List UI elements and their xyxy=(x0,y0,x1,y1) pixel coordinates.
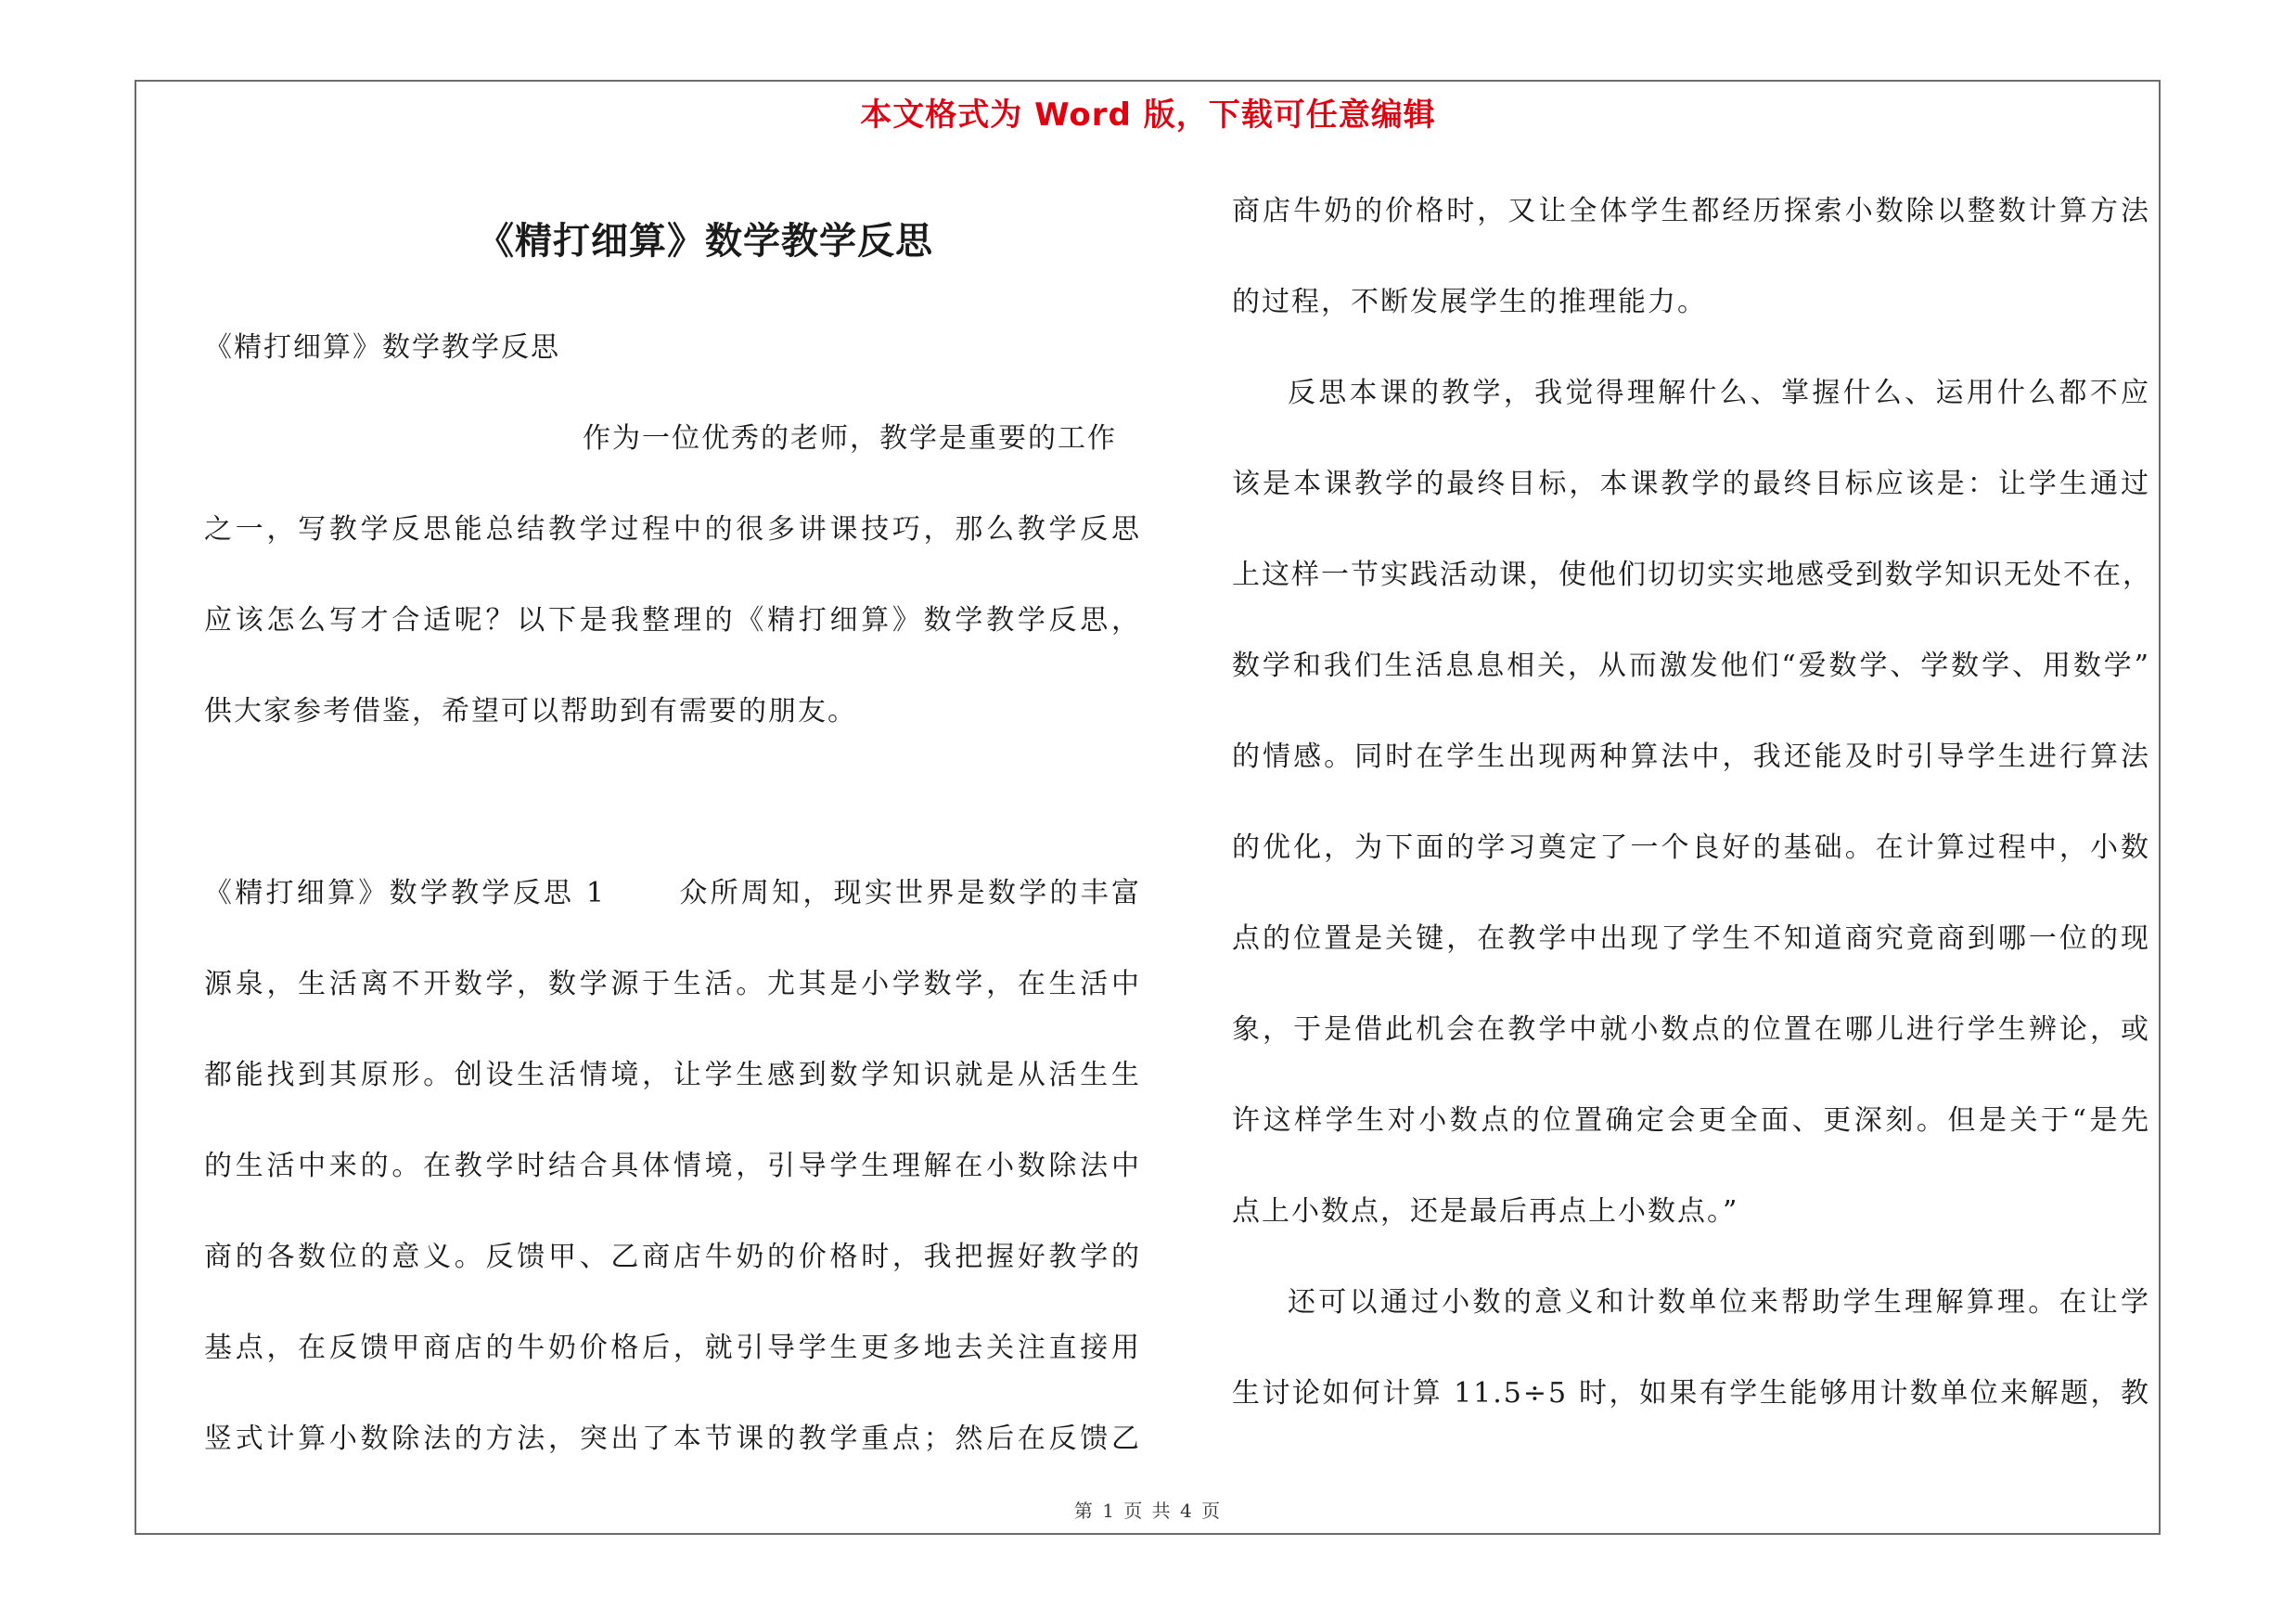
para2-line: 点上小数点，还是最后再点上小数点。” xyxy=(1232,1195,1739,1228)
para2-line: 点的位置是关键，在教学中出现了学生不知道商究竟商到哪一位的现 xyxy=(1232,922,2150,955)
section1-line: 的生活中来的。在教学时结合具体情境，引导学生理解在小数除法中 xyxy=(204,1150,1141,1182)
para2-line: 的情感。同时在学生出现两种算法中，我还能及时引导学生进行算法 xyxy=(1232,741,2150,773)
document-title: 《精打细算》数学教学反思 xyxy=(477,219,933,263)
para2-line: 反思本课的教学，我觉得理解什么、掌握什么、运用什么都不应 xyxy=(1288,377,2150,409)
intro-line: 之一，写教学反思能总结教学过程中的很多讲课技巧，那么教学反思 xyxy=(204,513,1141,546)
section1-line: 源泉，生活离不开数学，数学源于生活。尤其是小学数学，在生活中 xyxy=(204,968,1141,1000)
section1-line: 基点，在反馈甲商店的牛奶价格后，就引导学生更多地去关注直接用 xyxy=(204,1332,1141,1364)
intro-line: 应该怎么写才合适呢？以下是我整理的《精打细算》数学教学反思， xyxy=(204,604,1141,637)
format-banner: 本文格式为 Word 版，下载可任意编辑 xyxy=(860,97,1436,134)
section1-line: 都能找到其原形。创设生活情境，让学生感到数学知识就是从活生生 xyxy=(204,1059,1141,1091)
section1-line: 竖式计算小数除法的方法，突出了本节课的教学重点；然后在反馈乙 xyxy=(204,1423,1141,1455)
page-number-footer: 第 1 页 共 4 页 xyxy=(1073,1500,1223,1522)
para2-line: 象，于是借此机会在教学中就小数点的位置在哪儿进行学生辨论，或 xyxy=(1232,1013,2150,1046)
para3-line: 还可以通过小数的意义和计数单位来帮助学生理解算理。在让学 xyxy=(1288,1286,2150,1319)
para2-line: 许这样学生对小数点的位置确定会更全面、更深刻。但是关于“是先 xyxy=(1232,1104,2150,1137)
right-column xyxy=(1232,166,2150,1439)
para2-line: 该是本课教学的最终目标，本课教学的最终目标应该是：让学生通过 xyxy=(1232,468,2150,500)
section1-line: 《精打细算》数学教学反思 1 众所周知，现实世界是数学的丰富 xyxy=(204,877,1141,909)
intro-line: 作为一位优秀的老师，教学是重要的工作 xyxy=(583,422,1117,455)
para2-line: 的优化，为下面的学习奠定了一个良好的基础。在计算过程中，小数 xyxy=(1232,831,2150,864)
para3-line: 生讨论如何计算 11.5÷5 时，如果有学生能够用计数单位来解题，教 xyxy=(1232,1377,2150,1410)
para2-line: 上这样一节实践活动课，使他们切切实实地感受到数学知识无处不在， xyxy=(1232,559,2152,591)
paragraph-gap xyxy=(204,757,1141,848)
para1-line: 商店牛奶的价格时，又让全体学生都经历探索小数除以整数计算方法 xyxy=(1232,195,2150,227)
intro-line: 供大家参考借鉴，希望可以帮助到有需要的朋友。 xyxy=(204,695,857,728)
subtitle: 《精打细算》数学教学反思 xyxy=(204,331,560,364)
para1-line: 的过程，不断发展学生的推理能力。 xyxy=(1232,286,1707,318)
left-column xyxy=(204,303,1141,1485)
section1-line: 商的各数位的意义。反馈甲、乙商店牛奶的价格时，我把握好教学的 xyxy=(204,1241,1141,1273)
para2-line: 数学和我们生活息息相关，从而激发他们“爱数学、学数学、用数学” xyxy=(1232,650,2150,682)
